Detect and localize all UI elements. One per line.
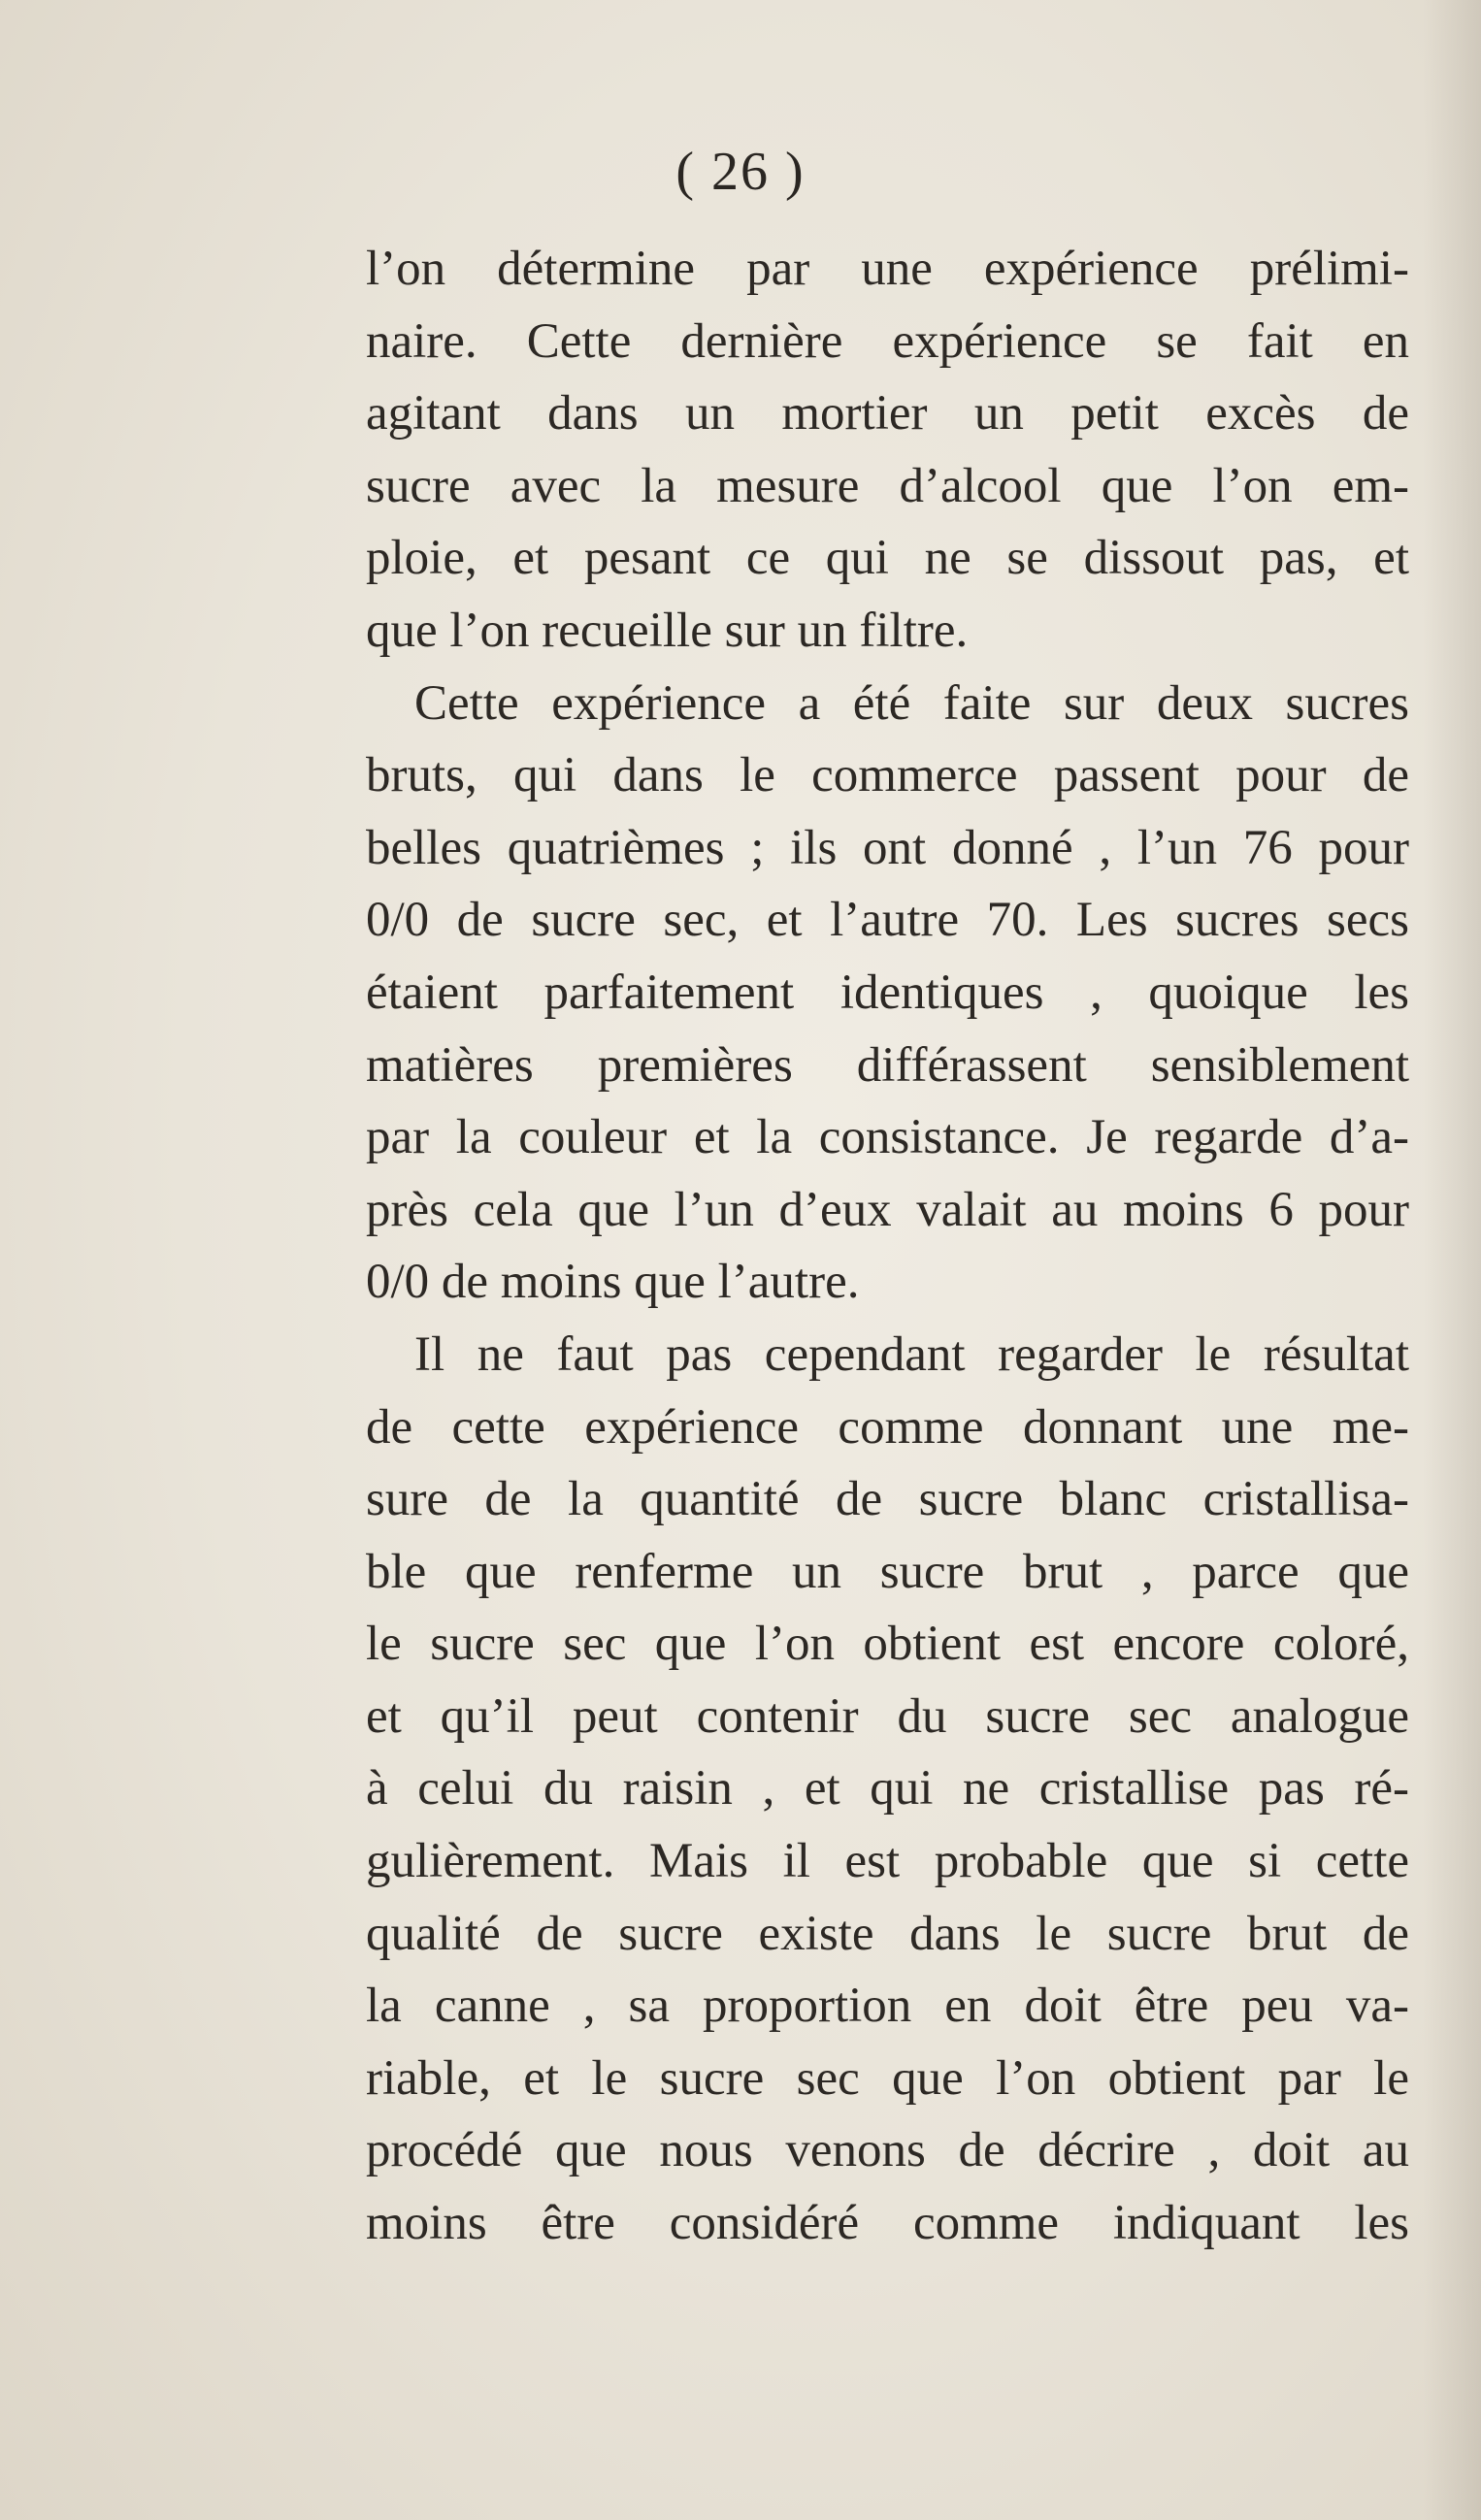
text-line: Cette expérience a été faite sur deux sucres	[414, 675, 1409, 731]
text-line: riable, et le sucre sec que l’on obtient par le	[366, 2050, 1409, 2106]
page-edge-shadow	[1423, 0, 1481, 2520]
page-number: ( 26 )	[675, 142, 806, 202]
text-line: la canne , sa proportion en doit être peu va-	[366, 1979, 1409, 2034]
text-line: ble que renferme un sucre brut , parce que	[366, 1544, 1409, 1599]
text-line: bruts, qui dans le commerce passent pour de	[366, 748, 1409, 803]
text-line: que l’on recueille sur un filtre.	[366, 603, 969, 658]
text-line: par la couleur et la consistance. Je regarde d’a-	[366, 1110, 1409, 1165]
text-line: à celui du raisin , et qui ne cristallise pas ré-	[366, 1761, 1409, 1816]
text-line: gulièrement. Mais il est probable que si cette	[366, 1834, 1409, 1889]
text-line: agitant dans un mortier un petit excès de	[366, 386, 1409, 442]
text-line: près cela que l’un d’eux valait au moins 6 pour	[366, 1182, 1409, 1237]
body-text	[366, 233, 1409, 2260]
text-line: l’on détermine par une expérience prélimi-	[366, 242, 1409, 296]
text-line: naire. Cette dernière expérience se fait en	[366, 313, 1409, 369]
text-line: sure de la quantité de sucre blanc cristallisa-	[366, 1472, 1409, 1527]
text-line: le sucre sec que l’on obtient est encore coloré,	[366, 1617, 1409, 1672]
text-line: de cette expérience comme donnant une me-	[366, 1399, 1409, 1455]
text-line: moins être considéré comme indiquant les	[366, 2196, 1409, 2251]
text-line: procédé que nous venons de décrire , doit au	[366, 2123, 1409, 2178]
text-line: ploie, et pesant ce qui ne se dissout pas, et	[366, 531, 1409, 586]
text-line: belles quatrièmes ; ils ont donné , l’un 76 pour	[366, 820, 1409, 875]
text-line: et qu’il peut contenir du sucre sec analogue	[366, 1688, 1409, 1744]
text-line: Il ne faut pas cependant regarder le résultat	[414, 1326, 1409, 1382]
text-line: qualité de sucre existe dans le sucre brut de	[366, 1906, 1409, 1961]
text-line: sucre avec la mesure d’alcool que l’on em-	[366, 458, 1409, 513]
text-line: 0/0 de sucre sec, et l’autre 70. Les sucres secs	[366, 893, 1409, 948]
text-line: étaient parfaitement identiques , quoique les	[366, 965, 1409, 1020]
text-line: 0/0 de moins que l’autre.	[366, 1255, 860, 1310]
text-line: matières premières différassent sensiblement	[366, 1037, 1409, 1093]
